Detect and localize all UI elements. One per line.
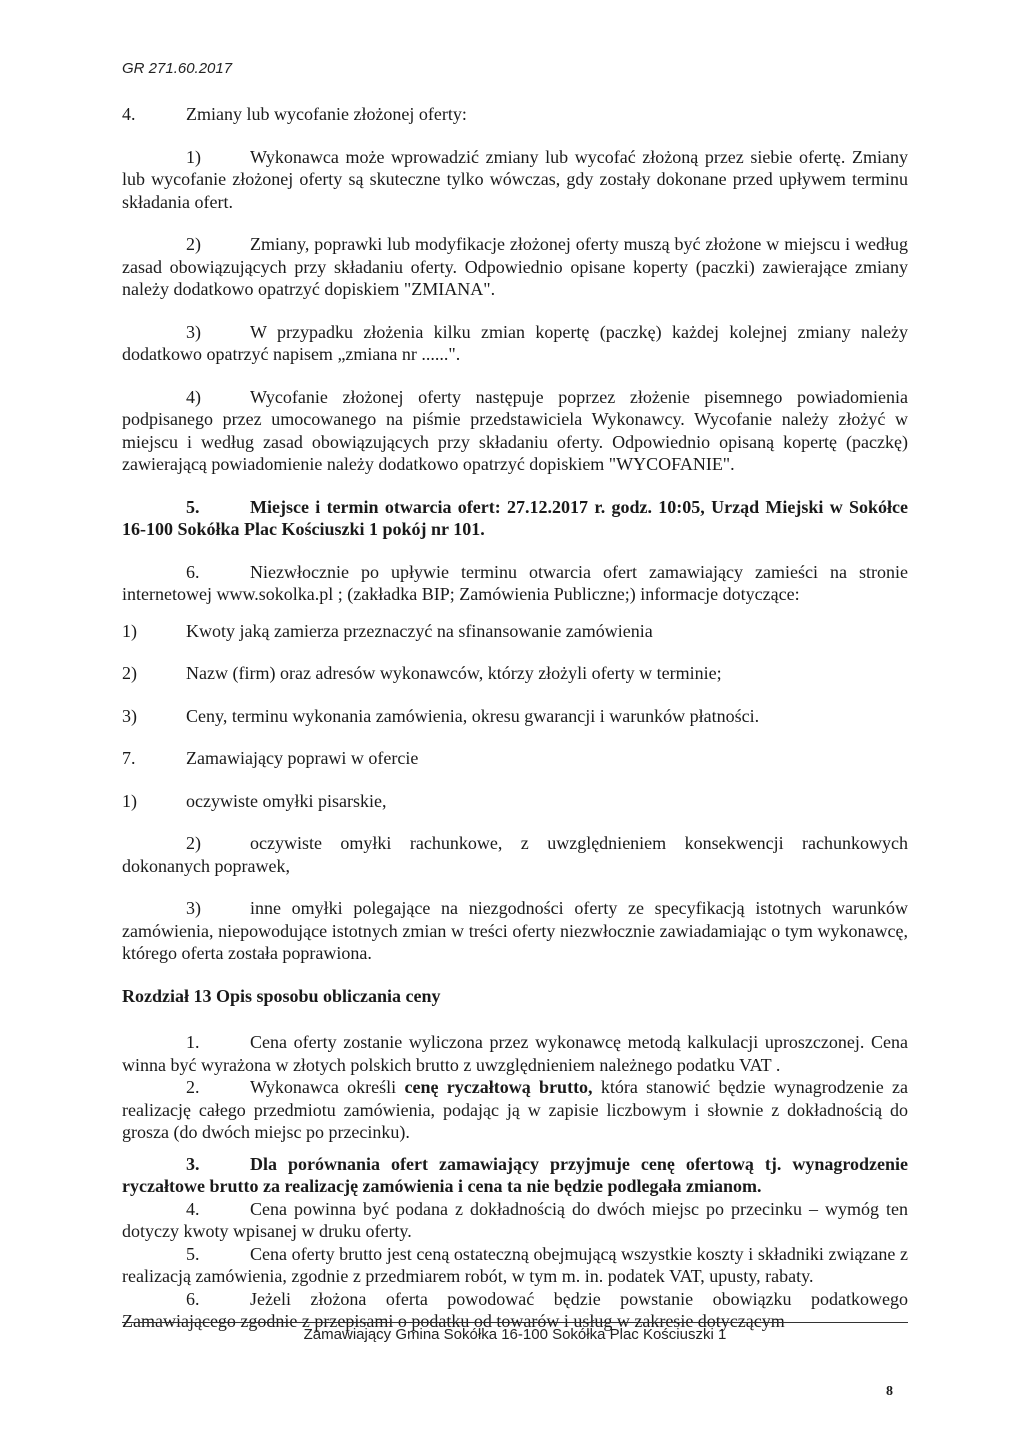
sec6-item-2 [122, 662, 908, 685]
section-number: 7. [122, 748, 136, 768]
item-text: Dla porównania ofert zamawiający przyjmuje cenę ofertową tj. wynagrodzenie ryczałtowe brutto za realizację zamówienia i cena ta nie będzie podlegała zmianom. [122, 1153, 908, 1196]
item-number: 4. [186, 1198, 200, 1219]
item-number: 3) [122, 705, 137, 726]
section-text: Miejsce i termin otwarcia ofert: 27.12.2017 r. godz. 10:05, Urząd Miejski w Sokółce 16-100 Sokółka Plac Kościuszki 1 pokój nr 101. [122, 496, 908, 539]
item-text: Cena powinna być podana z dokładnością do dwóch miejsc po przecinku – wymóg ten dotyczy kwoty wpisanej w druku oferty. [122, 1198, 908, 1241]
chapter-13-title: Rozdział 13 Opis sposobu obliczania ceny [122, 985, 441, 1006]
sec7-item-2 [122, 832, 908, 877]
section-number: 4. [122, 104, 136, 124]
section-text: Niezwłocznie po upływie terminu otwarcia ofert zamawiający zamieści na stronie internetowej www.sokolka.pl ; (zakładka BIP; Zamówienia Publiczne;) informacje dotyczące: [122, 561, 908, 604]
sec7-item-1 [122, 790, 908, 813]
item-number: 3) [186, 321, 201, 342]
document-page [122, 60, 908, 1333]
item-text: Cena oferty zostanie wyliczona przez wykonawcę metodą kalkulacji uproszczonej. Cena winna być wyrażona w złotych polskich brutto z uwzględnieniem należnego podatku VAT . [122, 1032, 908, 1075]
item-text-part: która stanowić będzie wynagrodzenie za realizację całego przedmiotu zamówienia, podając ją w zapisie liczbowym i słownie z dokładnością do grosza (do dwóch miejsc po przecinku). [122, 1077, 908, 1142]
item-number: 1. [186, 1032, 200, 1052]
ch13-item-1 [122, 1031, 908, 1076]
sec4-item-1 [122, 146, 908, 214]
item-number: 6. [186, 1288, 200, 1309]
item-text: oczywiste omyłki rachunkowe, z uwzględnieniem konsekwencji rachunkowych dokonanych poprawek, [122, 833, 908, 876]
ch13-item-2 [122, 1076, 908, 1144]
section-6-intro [122, 561, 908, 606]
sec6-item-1 [122, 620, 908, 643]
item-text: W przypadku złożenia kilku zmian kopertę (paczkę) każdej kolejnej zmiany należy dodatkowo opatrzyć napisem „zmiana nr ......". [122, 321, 908, 364]
sec6-item-3 [122, 705, 908, 728]
sec4-item-4 [122, 386, 908, 476]
item-number: 3. [186, 1153, 200, 1174]
item-number: 5. [186, 1243, 200, 1264]
item-text-bold: cenę ryczałtową brutto, [404, 1077, 593, 1097]
item-text: oczywiste omyłki pisarskie, [186, 790, 387, 811]
item-number: 1) [186, 146, 201, 167]
footer-text: Zamawiający Gmina Sokółka 16-100 Sokółka Plac Kościuszki 1 [303, 1326, 727, 1343]
ch13-item-4 [122, 1198, 908, 1243]
item-number: 1) [122, 790, 137, 811]
item-number: 4) [186, 386, 201, 407]
section-heading-text: Zmiany lub wycofanie złożonej oferty: [186, 104, 467, 124]
section-text: Zamawiający poprawi w ofercie [186, 748, 419, 768]
sec7-item-3 [122, 897, 908, 965]
item-number: 2) [186, 234, 201, 254]
page-number: 8 [886, 1384, 893, 1399]
item-text: Nazw (firm) oraz adresów wykonawców, którzy złożyli oferty w terminie; [186, 663, 722, 683]
item-text: Kwoty jaką zamierza przeznaczyć na sfinansowanie zamówienia [186, 620, 653, 641]
item-text: Wykonawca może wprowadzić zmiany lub wycofać złożoną przez siebie ofertę. Zmiany lub wycofanie złożonej oferty są skuteczne tylko wówczas, gdy zostały dokonane przed upływem terminu składania ofert. [122, 146, 908, 212]
footer-divider [122, 1322, 908, 1323]
document-reference: GR 271.60.2017 [122, 60, 233, 77]
item-number: 2) [122, 663, 137, 683]
section-4-heading [122, 103, 908, 126]
section-5-opening-info [122, 496, 908, 541]
section-number: 5. [186, 496, 200, 517]
item-text: Jeżeli złożona oferta powodować będzie powstanie obowiązku podatkowego Zamawiającego zgodnie z przepisami o podatku od towarów i usług w zakresie dotyczącym [122, 1288, 908, 1331]
sec4-item-2 [122, 233, 908, 301]
item-text: Cena oferty brutto jest ceną ostateczną obejmującą wszystkie koszty i składniki związane z realizacją zamówienia, zgodnie z przedmiarem robót, w tym m. in. podatek VAT, upusty, rabaty. [122, 1243, 908, 1286]
section-number: 6. [186, 561, 200, 582]
item-number: 2) [186, 833, 201, 853]
item-text: Ceny, terminu wykonania zamówienia, okresu gwarancji i warunków płatności. [186, 705, 760, 726]
ch13-item-3 [122, 1153, 908, 1198]
item-text: Zmiany, poprawki lub modyfikacje złożonej oferty muszą być złożone w miejscu i według zasad obowiązujących przy składaniu oferty. Odpowiednio opisane koperty (paczki) zawierające zmiany należy dodatkowo opatrzyć dopiskiem "ZMIANA". [122, 234, 908, 299]
sec4-item-3 [122, 321, 908, 366]
ch13-item-5 [122, 1243, 908, 1288]
item-number: 1) [122, 620, 137, 641]
section-7-intro [122, 747, 908, 770]
item-number: 2. [186, 1077, 200, 1097]
item-text: Wycofanie złożonej oferty następuje poprzez złożenie pisemnego powiadomienia podpisanego przez umocowanego na piśmie przedstawiciela Wykonawcy. Wycofanie należy złożyć w miejscu i według zasad obowiązujących przy składaniu oferty. Odpowiednio opisaną kopertę (paczkę) zawierającą powiadomienie należy dodatkowo opatrzyć dopiskiem "WYCOFANIE". [122, 386, 908, 474]
item-text-part: Wykonawca określi [250, 1077, 405, 1097]
item-number: 3) [186, 898, 201, 918]
item-text: inne omyłki polegające na niezgodności oferty ze specyfikacją istotnych warunków zamówienia, niepowodujące istotnych zmian w treści oferty niezwłocznie zawiadamiając o tym wykonawcę, którego oferta została poprawiona. [122, 898, 908, 963]
